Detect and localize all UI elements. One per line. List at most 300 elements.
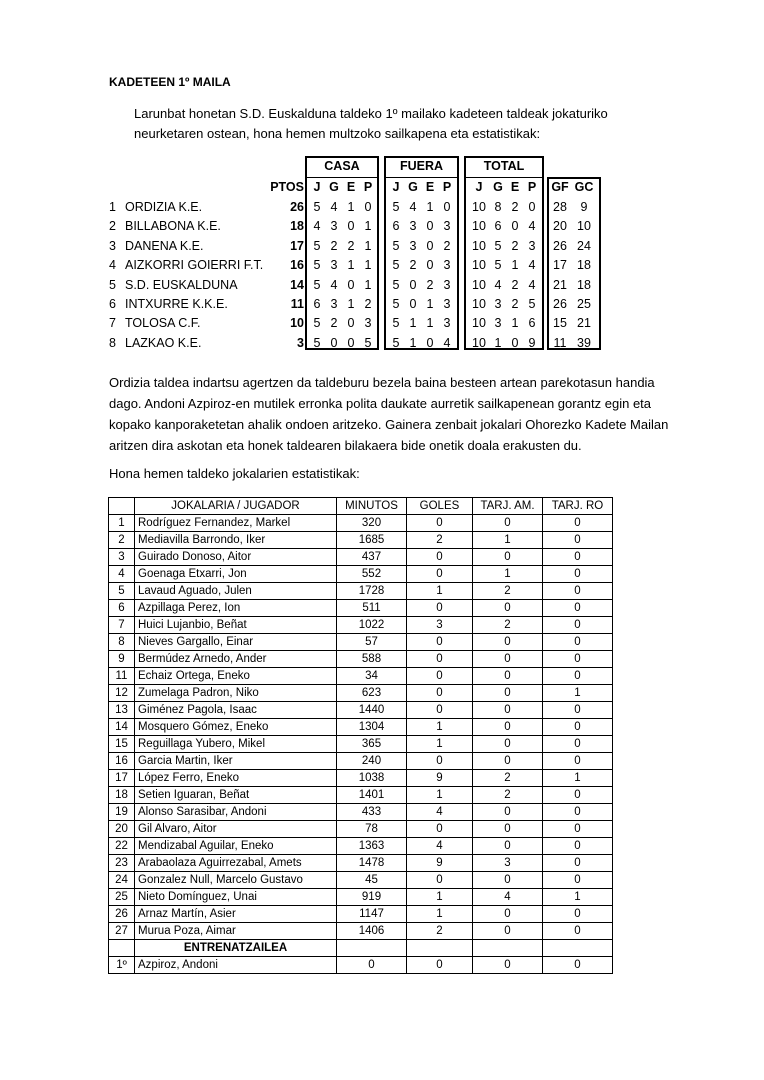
player-row xyxy=(109,566,613,583)
standings-row xyxy=(109,200,629,219)
standings-fuera-j: 5 xyxy=(392,200,400,214)
standings-gf: 21 xyxy=(553,277,567,292)
standings-position: 5 xyxy=(109,277,116,292)
player-minutes: 1038 xyxy=(337,770,407,787)
standings-gc: 9 xyxy=(580,200,588,214)
coach-header: ENTRENATZAILEA xyxy=(135,940,337,957)
player-minutes: 511 xyxy=(337,600,407,617)
player-name: Rodríguez Fernandez, Markel xyxy=(135,515,337,532)
player-row xyxy=(109,549,613,566)
standings-total-g: 3 xyxy=(494,316,502,331)
players-header-row xyxy=(109,498,613,515)
player-number: 20 xyxy=(109,821,135,838)
standings-total-j: 10 xyxy=(472,297,486,311)
standings-casa-j: 5 xyxy=(313,200,321,214)
standings-gc: 18 xyxy=(577,277,591,292)
standings-position: 2 xyxy=(109,219,116,234)
player-number: 6 xyxy=(109,600,135,617)
player-yellow-cards: 2 xyxy=(473,583,543,600)
player-name: Echaiz Ortega, Eneko xyxy=(135,668,337,685)
standings-total-e: 2 xyxy=(511,297,519,311)
standings-casa-j: 5 xyxy=(313,277,321,292)
standings-fuera-g: 1 xyxy=(409,335,417,350)
number-header xyxy=(109,498,135,515)
player-number: 15 xyxy=(109,736,135,753)
total-p-header: P xyxy=(527,180,537,194)
standings-casa-j: 4 xyxy=(313,219,321,234)
standings-gf: 26 xyxy=(553,297,567,311)
standings-casa-g: 3 xyxy=(330,297,338,311)
player-number: 25 xyxy=(109,889,135,906)
standings-total-g: 1 xyxy=(494,335,502,350)
player-red-cards: 0 xyxy=(543,719,613,736)
player-row xyxy=(109,617,613,634)
player-yellow-cards: 0 xyxy=(473,651,543,668)
player-red-cards: 0 xyxy=(543,855,613,872)
standings-points: 3 xyxy=(297,335,304,350)
player-row xyxy=(109,600,613,617)
player-row xyxy=(109,804,613,821)
standings-fuera-e: 0 xyxy=(426,238,434,253)
players-body xyxy=(109,515,613,940)
player-row xyxy=(109,702,613,719)
standings-fuera-j: 5 xyxy=(392,238,400,253)
player-number: 9 xyxy=(109,651,135,668)
standings-gf: 20 xyxy=(553,219,567,234)
player-red-cards: 0 xyxy=(543,736,613,753)
standings-total-e: 0 xyxy=(511,335,519,350)
player-minutes: 45 xyxy=(337,872,407,889)
player-yellow-cards: 0 xyxy=(473,719,543,736)
player-name: Lavaud Aguado, Julen xyxy=(135,583,337,600)
player-number: 13 xyxy=(109,702,135,719)
player-number: 5 xyxy=(109,583,135,600)
player-red-cards: 0 xyxy=(543,600,613,617)
player-yellow-cards: 0 xyxy=(473,702,543,719)
standings-total-p: 4 xyxy=(528,258,536,273)
player-red-cards: 1 xyxy=(543,685,613,702)
player-number: 26 xyxy=(109,906,135,923)
standings-total-e: 1 xyxy=(511,316,519,331)
standings-row xyxy=(109,278,629,297)
player-red-cards: 0 xyxy=(543,532,613,549)
coach-yellow: 0 xyxy=(473,957,543,974)
standings-position: 3 xyxy=(109,238,116,253)
player-red-cards: 0 xyxy=(543,549,613,566)
player-number: 1 xyxy=(109,515,135,532)
casa-g-header: G xyxy=(329,180,339,194)
player-goals: 0 xyxy=(407,821,473,838)
player-goals: 0 xyxy=(407,872,473,889)
standings-row xyxy=(109,316,629,335)
player-row xyxy=(109,838,613,855)
gf-header: GF xyxy=(551,180,569,194)
casa-e-header: E xyxy=(346,180,356,194)
standings-total-e: 2 xyxy=(511,277,519,292)
standings-casa-p: 1 xyxy=(364,258,372,273)
player-yellow-cards: 0 xyxy=(473,923,543,940)
standings-row xyxy=(109,297,629,316)
standings-gf: 26 xyxy=(553,238,567,253)
fuera-j-header: J xyxy=(392,180,400,194)
player-goals: 0 xyxy=(407,634,473,651)
player-number: 8 xyxy=(109,634,135,651)
player-number: 12 xyxy=(109,685,135,702)
player-row xyxy=(109,719,613,736)
coach-red: 0 xyxy=(543,957,613,974)
player-red-cards: 0 xyxy=(543,753,613,770)
standings-total-e: 1 xyxy=(511,258,519,273)
players-table xyxy=(108,497,613,974)
standings-total-p: 4 xyxy=(528,277,536,292)
standings-position: 4 xyxy=(109,258,116,273)
player-number: 23 xyxy=(109,855,135,872)
standings-fuera-p: 3 xyxy=(443,316,451,331)
standings-gc: 18 xyxy=(577,258,591,273)
standings-team: TOLOSA C.F. xyxy=(125,316,201,331)
standings-fuera-p: 3 xyxy=(443,277,451,292)
standings-fuera-j: 5 xyxy=(392,297,400,311)
standings-fuera-j: 6 xyxy=(392,219,400,234)
player-row xyxy=(109,736,613,753)
player-yellow-cards: 0 xyxy=(473,685,543,702)
fuera-e-header: E xyxy=(425,180,435,194)
standings-fuera-p: 3 xyxy=(443,297,451,311)
player-name: Giménez Pagola, Isaac xyxy=(135,702,337,719)
player-minutes: 1147 xyxy=(337,906,407,923)
standings-fuera-e: 2 xyxy=(426,277,434,292)
player-goals: 0 xyxy=(407,549,473,566)
standings-casa-g: 4 xyxy=(330,200,338,214)
standings-casa-e: 1 xyxy=(347,200,355,214)
standings-casa-e: 0 xyxy=(347,219,355,234)
player-yellow-cards: 0 xyxy=(473,549,543,566)
player-name: Mosquero Gómez, Eneko xyxy=(135,719,337,736)
player-row xyxy=(109,872,613,889)
minutes-header: MINUTOS xyxy=(337,498,407,515)
standings-fuera-g: 3 xyxy=(409,238,417,253)
standings-casa-e: 0 xyxy=(347,316,355,331)
player-minutes: 588 xyxy=(337,651,407,668)
standings-total-j: 10 xyxy=(472,335,486,350)
player-goals: 9 xyxy=(407,855,473,872)
standings-total-g: 8 xyxy=(494,200,502,214)
fuera-p-header: P xyxy=(442,180,452,194)
standings-total-j: 10 xyxy=(472,219,486,234)
player-yellow-cards: 2 xyxy=(473,770,543,787)
player-yellow-cards: 3 xyxy=(473,855,543,872)
standings-total-e: 2 xyxy=(511,200,519,214)
yellow-cards-header: TARJ. AM. xyxy=(473,498,543,515)
standings-gc: 10 xyxy=(577,219,591,234)
player-minutes: 1304 xyxy=(337,719,407,736)
player-red-cards: 0 xyxy=(543,566,613,583)
standings-casa-p: 0 xyxy=(364,200,372,214)
standings-fuera-e: 1 xyxy=(426,297,434,311)
player-header: JOKALARIA / JUGADOR xyxy=(135,498,337,515)
standings-casa-e: 0 xyxy=(347,335,355,350)
standings-total-p: 4 xyxy=(528,219,536,234)
standings-casa-e: 0 xyxy=(347,277,355,292)
standings-total-j: 10 xyxy=(472,200,486,214)
player-row xyxy=(109,634,613,651)
standings-casa-j: 5 xyxy=(313,335,321,350)
standings-team: BILLABONA K.E. xyxy=(125,219,221,234)
coach-minutes: 0 xyxy=(337,957,407,974)
player-goals: 0 xyxy=(407,685,473,702)
player-row xyxy=(109,889,613,906)
player-goals: 1 xyxy=(407,889,473,906)
standings-position: 7 xyxy=(109,316,116,331)
player-name: Arnaz Martín, Asier xyxy=(135,906,337,923)
player-red-cards: 0 xyxy=(543,651,613,668)
standings-total-e: 0 xyxy=(511,219,519,234)
player-yellow-cards: 4 xyxy=(473,889,543,906)
player-row xyxy=(109,668,613,685)
player-name: Nieto Domínguez, Unai xyxy=(135,889,337,906)
player-minutes: 1440 xyxy=(337,702,407,719)
player-goals: 2 xyxy=(407,923,473,940)
standings-fuera-e: 0 xyxy=(426,258,434,273)
player-goals: 2 xyxy=(407,532,473,549)
standings-gc: 25 xyxy=(577,297,591,311)
commentary-paragraph: Ordizia taldea indartsu agertzen da taldeburu bezela baina besteen artean parekotasun handia dago. Andoni Azpiroz-en mutilek erronka polita daukate aurretik sailkapenean gorantz egin eta kopako kanporaketetan ahalik ondoen aritzeko. Gainera zenbait jokalari Ohorezko Kadete Mailan aritzen dira askotan eta honek taldearen bilakaera bide onetik doala erakusten du. xyxy=(109,375,669,453)
standings-casa-g: 2 xyxy=(330,238,338,253)
player-row xyxy=(109,855,613,872)
player-yellow-cards: 2 xyxy=(473,787,543,804)
player-minutes: 320 xyxy=(337,515,407,532)
player-goals: 0 xyxy=(407,668,473,685)
fuera-divider xyxy=(384,177,459,178)
player-row xyxy=(109,515,613,532)
standings-casa-j: 5 xyxy=(313,258,321,273)
player-minutes: 1022 xyxy=(337,617,407,634)
player-minutes: 78 xyxy=(337,821,407,838)
standings-fuera-e: 1 xyxy=(426,316,434,331)
standings-total-p: 0 xyxy=(528,200,536,214)
player-red-cards: 0 xyxy=(543,515,613,532)
standings-total-e: 2 xyxy=(511,238,519,253)
standings-total-p: 5 xyxy=(528,297,536,311)
standings-points: 18 xyxy=(290,219,304,234)
standings-points: 10 xyxy=(290,316,304,331)
standings-fuera-e: 1 xyxy=(426,200,434,214)
player-goals: 3 xyxy=(407,617,473,634)
standings-gf: 11 xyxy=(553,335,567,350)
player-minutes: 433 xyxy=(337,804,407,821)
standings-team: INTXURRE K.K.E. xyxy=(125,297,228,311)
player-name: Arabaolaza Aguirrezabal, Amets xyxy=(135,855,337,872)
player-number: 22 xyxy=(109,838,135,855)
standings-fuera-j: 5 xyxy=(392,316,400,331)
standings-points: 17 xyxy=(290,238,304,253)
player-name: Nieves Gargallo, Einar xyxy=(135,634,337,651)
coach-goals: 0 xyxy=(407,957,473,974)
standings-total-g: 3 xyxy=(494,297,502,311)
player-row xyxy=(109,787,613,804)
standings-position: 8 xyxy=(109,335,116,350)
player-red-cards: 0 xyxy=(543,923,613,940)
player-yellow-cards: 0 xyxy=(473,753,543,770)
player-yellow-cards: 0 xyxy=(473,906,543,923)
player-minutes: 1478 xyxy=(337,855,407,872)
standings-points: 11 xyxy=(290,297,304,311)
standings-casa-j: 6 xyxy=(313,297,321,311)
gc-header: GC xyxy=(574,180,594,194)
player-goals: 0 xyxy=(407,651,473,668)
total-header: TOTAL xyxy=(483,159,525,173)
standings-fuera-g: 1 xyxy=(409,316,417,331)
document-title: KADETEEN 1º MAILA xyxy=(109,75,231,89)
standings-fuera-e: 0 xyxy=(426,335,434,350)
player-row xyxy=(109,923,613,940)
standings-total-g: 6 xyxy=(494,219,502,234)
standings-points: 14 xyxy=(290,277,304,292)
standings-total-j: 10 xyxy=(472,316,486,331)
player-goals: 9 xyxy=(407,770,473,787)
standings-total-g: 4 xyxy=(494,277,502,292)
standings-casa-p: 5 xyxy=(364,335,372,350)
player-name: Mediavilla Barrondo, Iker xyxy=(135,532,337,549)
standings-casa-e: 1 xyxy=(347,297,355,311)
standings-row xyxy=(109,336,629,355)
coach-number: 1º xyxy=(109,957,135,974)
standings-team: S.D. EUSKALDUNA xyxy=(125,277,238,292)
player-goals: 0 xyxy=(407,702,473,719)
standings-fuera-g: 4 xyxy=(409,200,417,214)
player-row xyxy=(109,753,613,770)
casa-j-header: J xyxy=(313,180,321,194)
standings-gf: 15 xyxy=(553,316,567,331)
player-minutes: 1401 xyxy=(337,787,407,804)
player-name: Zumelaga Padron, Niko xyxy=(135,685,337,702)
standings-fuera-p: 3 xyxy=(443,219,451,234)
red-cards-header: TARJ. RO xyxy=(543,498,613,515)
total-j-header: J xyxy=(475,180,483,194)
standings-total-p: 9 xyxy=(528,335,536,350)
player-yellow-cards: 0 xyxy=(473,634,543,651)
player-row xyxy=(109,532,613,549)
player-row xyxy=(109,685,613,702)
player-number: 3 xyxy=(109,549,135,566)
standings-total-j: 10 xyxy=(472,258,486,273)
player-goals: 1 xyxy=(407,736,473,753)
player-name: Reguillaga Yubero, Mikel xyxy=(135,736,337,753)
player-goals: 1 xyxy=(407,719,473,736)
player-name: Azpillaga Perez, Ion xyxy=(135,600,337,617)
player-yellow-cards: 1 xyxy=(473,566,543,583)
player-red-cards: 0 xyxy=(543,906,613,923)
player-yellow-cards: 0 xyxy=(473,838,543,855)
player-name: Goenaga Etxarri, Jon xyxy=(135,566,337,583)
players-intro: Hona hemen taldeko jokalarien estatistikak: xyxy=(109,466,360,481)
standings-position: 1 xyxy=(109,200,116,214)
standings-gc: 24 xyxy=(577,238,591,253)
player-red-cards: 0 xyxy=(543,702,613,719)
standings-total-p: 3 xyxy=(528,238,536,253)
player-yellow-cards: 0 xyxy=(473,872,543,889)
player-red-cards: 1 xyxy=(543,889,613,906)
standings-team: AIZKORRI GOIERRI F.T. xyxy=(125,258,264,273)
standings-team: DANENA K.E. xyxy=(125,238,204,253)
standings-casa-g: 0 xyxy=(330,335,338,350)
player-name: Huici Lujanbio, Beñat xyxy=(135,617,337,634)
player-name: López Ferro, Eneko xyxy=(135,770,337,787)
standings-gc: 21 xyxy=(577,316,591,331)
standings-casa-g: 3 xyxy=(330,219,338,234)
player-minutes: 1685 xyxy=(337,532,407,549)
player-minutes: 919 xyxy=(337,889,407,906)
player-yellow-cards: 0 xyxy=(473,515,543,532)
player-yellow-cards: 1 xyxy=(473,532,543,549)
player-number: 24 xyxy=(109,872,135,889)
player-goals: 4 xyxy=(407,838,473,855)
standings-position: 6 xyxy=(109,297,116,311)
player-red-cards: 0 xyxy=(543,617,613,634)
standings-fuera-j: 5 xyxy=(392,258,400,273)
total-g-header: G xyxy=(493,180,503,194)
coach-row xyxy=(109,957,613,974)
player-number: 2 xyxy=(109,532,135,549)
player-minutes: 240 xyxy=(337,753,407,770)
total-divider xyxy=(464,177,544,178)
player-name: Murua Poza, Aimar xyxy=(135,923,337,940)
standings-gf: 28 xyxy=(553,200,567,214)
player-number: 14 xyxy=(109,719,135,736)
player-goals: 4 xyxy=(407,804,473,821)
player-number: 7 xyxy=(109,617,135,634)
player-goals: 1 xyxy=(407,906,473,923)
standings-casa-p: 3 xyxy=(364,316,372,331)
standings-fuera-g: 2 xyxy=(409,258,417,273)
standings-casa-g: 3 xyxy=(330,258,338,273)
standings-total-g: 5 xyxy=(494,258,502,273)
standings-gc: 39 xyxy=(577,335,591,350)
standings-fuera-g: 3 xyxy=(409,219,417,234)
standings-casa-p: 2 xyxy=(364,297,372,311)
player-name: Alonso Sarasibar, Andoni xyxy=(135,804,337,821)
standings-casa-j: 5 xyxy=(313,238,321,253)
standings-fuera-p: 2 xyxy=(443,238,451,253)
player-goals: 0 xyxy=(407,515,473,532)
player-red-cards: 0 xyxy=(543,787,613,804)
player-minutes: 57 xyxy=(337,634,407,651)
player-goals: 0 xyxy=(407,566,473,583)
casa-p-header: P xyxy=(363,180,373,194)
player-name: Mendizabal Aguilar, Eneko xyxy=(135,838,337,855)
player-number: 4 xyxy=(109,566,135,583)
standings-casa-g: 4 xyxy=(330,277,338,292)
player-red-cards: 0 xyxy=(543,634,613,651)
standings-total-p: 6 xyxy=(528,316,536,331)
player-red-cards: 0 xyxy=(543,872,613,889)
standings-casa-e: 1 xyxy=(347,258,355,273)
player-yellow-cards: 0 xyxy=(473,821,543,838)
player-red-cards: 0 xyxy=(543,838,613,855)
player-red-cards: 0 xyxy=(543,583,613,600)
standings-casa-p: 1 xyxy=(364,277,372,292)
player-minutes: 437 xyxy=(337,549,407,566)
standings-fuera-p: 0 xyxy=(443,200,451,214)
player-number: 19 xyxy=(109,804,135,821)
standings-gf: 17 xyxy=(553,258,567,273)
standings-fuera-j: 5 xyxy=(392,277,400,292)
standings-total-j: 10 xyxy=(472,277,486,292)
player-name: Setien Iguaran, Beñat xyxy=(135,787,337,804)
standings-casa-p: 1 xyxy=(364,219,372,234)
fuera-header: FUERA xyxy=(399,159,444,173)
coach-header-row xyxy=(109,940,613,957)
